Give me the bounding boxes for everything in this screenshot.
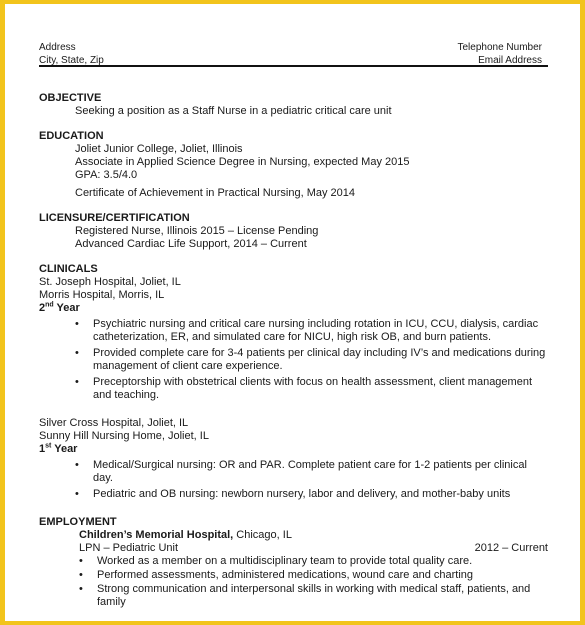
list-item: • Medical/Surgical nursing: OR and PAR. Complete patient care for 1-2 patients per clinical day. bbox=[93, 459, 548, 485]
education-degree: Associate in Applied Science Degree in Nursing, expected May 2015 bbox=[75, 156, 410, 168]
resume-page bbox=[5, 4, 580, 621]
clinical-site: Morris Hospital, Morris, IL bbox=[39, 289, 165, 301]
objective-text: Seeking a position as a Staff Nurse in a pediatric critical care unit bbox=[75, 105, 392, 117]
list-item: • Worked as a member on a multidisciplinary team to provide total quality care. bbox=[97, 555, 548, 568]
employment-bullets bbox=[39, 555, 548, 609]
list-item: • Strong communication and interpersonal skills in working with medical staff, patients, and family bbox=[97, 583, 548, 609]
header-email: Email Address bbox=[478, 55, 542, 66]
licensure-line: Advanced Cardiac Life Support, 2014 – Current bbox=[75, 238, 307, 250]
resume-body bbox=[39, 92, 548, 610]
licensure-line: Registered Nurse, Illinois 2015 – License Pending bbox=[75, 225, 319, 237]
education-certificate: Certificate of Achievement in Practical Nursing, May 2014 bbox=[75, 187, 356, 199]
clinical-bullets bbox=[39, 459, 548, 501]
clinical-year-label: 1st Year bbox=[39, 442, 78, 455]
employment-role-row bbox=[39, 542, 548, 555]
header-city-state-zip: City, State, Zip bbox=[39, 55, 104, 66]
section-title-clinicals: CLINICALS bbox=[39, 263, 98, 275]
education-school: Joliet Junior College, Joliet, Illinois bbox=[75, 143, 243, 155]
clinical-bullets bbox=[39, 318, 548, 402]
header-telephone: Telephone Number bbox=[457, 42, 542, 53]
list-item: • Provided complete care for 3-4 patients per clinical day including IV’s and medications during management of client care experience. bbox=[93, 347, 548, 373]
clinical-site: Sunny Hill Nursing Home, Joliet, IL bbox=[39, 430, 209, 442]
list-item: • Pediatric and OB nursing: newborn nursery, labor and delivery, and mother-baby units bbox=[93, 488, 548, 501]
list-item: • Psychiatric nursing and critical care nursing including rotation in ICU, CCU, dialysis, cardiac catheterization, ER, and simulated care for NICU, high risk OB, and burn patients. bbox=[93, 318, 548, 344]
list-item: • Performed assessments, administered medications, wound care and charting bbox=[97, 569, 548, 582]
education-gpa: GPA: 3.5/4.0 bbox=[75, 169, 138, 181]
clinical-site: St. Joseph Hospital, Joliet, IL bbox=[39, 276, 181, 288]
section-title-employment: EMPLOYMENT bbox=[39, 516, 117, 528]
header-address: Address bbox=[39, 42, 76, 53]
header-divider bbox=[39, 65, 548, 67]
clinical-year-label: 2nd Year bbox=[39, 301, 80, 314]
employment-role: LPN – Pediatric Unit bbox=[79, 542, 179, 554]
employment-dates: 2012 – Current bbox=[474, 542, 548, 554]
employer-line: Children’s Memorial Hospital, Chicago, IL bbox=[79, 529, 292, 541]
section-title-objective: OBJECTIVE bbox=[39, 92, 102, 104]
list-item: • Preceptorship with obstetrical clients with focus on health assessment, client management and teaching. bbox=[93, 376, 548, 402]
section-title-licensure: LICENSURE/CERTIFICATION bbox=[39, 212, 190, 224]
section-title-education: EDUCATION bbox=[39, 130, 104, 142]
clinical-site: Silver Cross Hospital, Joliet, IL bbox=[39, 417, 189, 429]
